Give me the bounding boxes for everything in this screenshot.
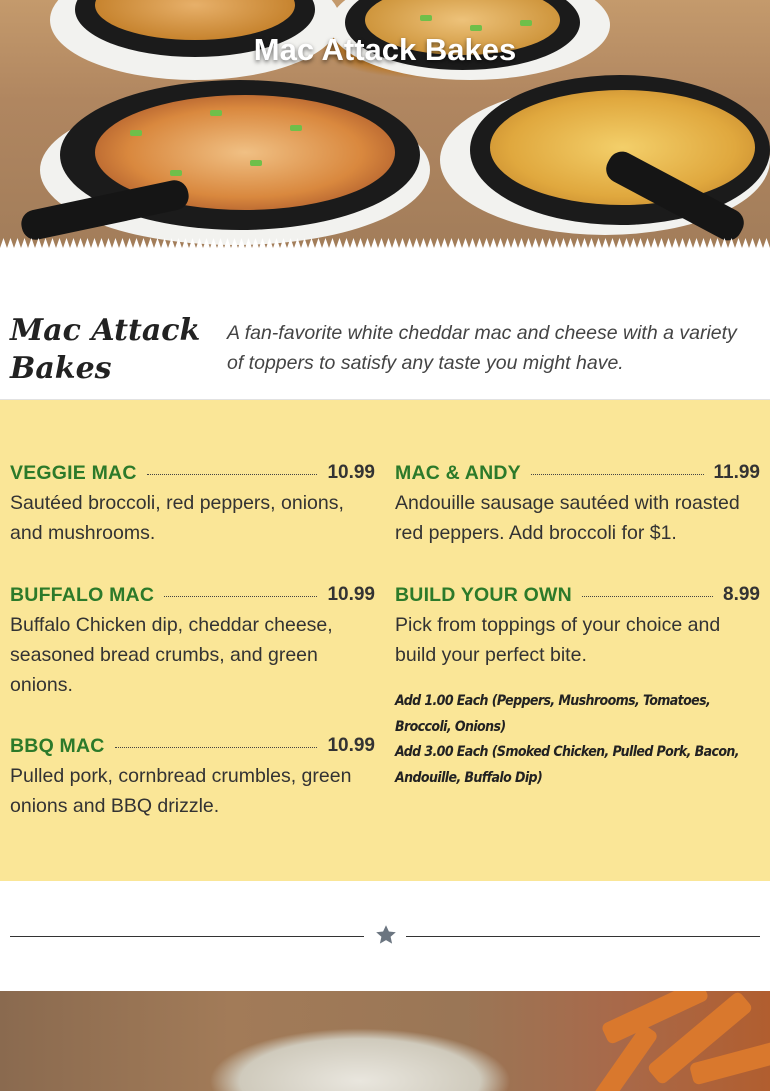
menu-item bbox=[395, 581, 760, 670]
dot-leader bbox=[164, 596, 317, 597]
item-description: Pick from toppings of your choice and build your perfect bite. bbox=[395, 614, 721, 666]
item-price: 10.99 bbox=[327, 462, 375, 483]
addon-note: Add 3.00 Each (Smoked Chicken, Pulled Pork, Bacon, Andouille, Buffalo Dip) bbox=[395, 744, 739, 786]
item-price: 8.99 bbox=[723, 584, 760, 605]
star-icon bbox=[374, 923, 398, 947]
dot-leader bbox=[531, 474, 704, 475]
item-description: Andouille sausage sautéed with roasted red peppers. Add broccoli for $1. bbox=[395, 492, 740, 544]
item-name: BUFFALO MAC bbox=[10, 583, 155, 606]
item-description: Pulled pork, cornbread crumbles, green onions and BBQ drizzle. bbox=[10, 765, 352, 817]
dot-leader bbox=[582, 596, 713, 597]
item-name: MAC & ANDY bbox=[395, 461, 521, 484]
divider-line-left bbox=[10, 936, 364, 937]
item-description: Buffalo Chicken dip, cheddar cheese, seasoned bread crumbs, and green onions. bbox=[10, 614, 333, 696]
hero-banner bbox=[0, 0, 770, 252]
section-description: A fan-favorite white cheddar mac and cheese with a variety of toppers to satisfy any taste you might have. bbox=[227, 322, 737, 374]
star-divider bbox=[10, 920, 760, 952]
menu-item bbox=[10, 732, 375, 821]
section-intro bbox=[0, 300, 770, 400]
item-description: Sautéed broccoli, red peppers, onions, and mushrooms. bbox=[10, 492, 344, 544]
menu-item bbox=[395, 459, 760, 548]
item-name: VEGGIE MAC bbox=[10, 461, 137, 484]
item-name: BBQ MAC bbox=[10, 734, 105, 757]
menu-section bbox=[0, 400, 770, 881]
dot-leader bbox=[115, 747, 318, 748]
menu-item bbox=[10, 581, 375, 700]
food-photo bbox=[0, 991, 770, 1091]
item-price: 10.99 bbox=[327, 735, 375, 756]
divider-line-right bbox=[406, 936, 760, 937]
section-title: Mac Attack Bakes bbox=[10, 313, 201, 386]
item-name: BUILD YOUR OWN bbox=[395, 583, 572, 606]
zigzag-edge bbox=[0, 234, 770, 252]
addon-note: Add 1.00 Each (Peppers, Mushrooms, Tomatoes, Broccoli, Onions) bbox=[395, 693, 711, 735]
item-price: 10.99 bbox=[327, 584, 375, 605]
menu-item bbox=[10, 459, 375, 548]
hero-title: Mac Attack Bakes bbox=[253, 32, 517, 67]
item-price: 11.99 bbox=[713, 462, 760, 483]
dot-leader bbox=[147, 474, 318, 475]
